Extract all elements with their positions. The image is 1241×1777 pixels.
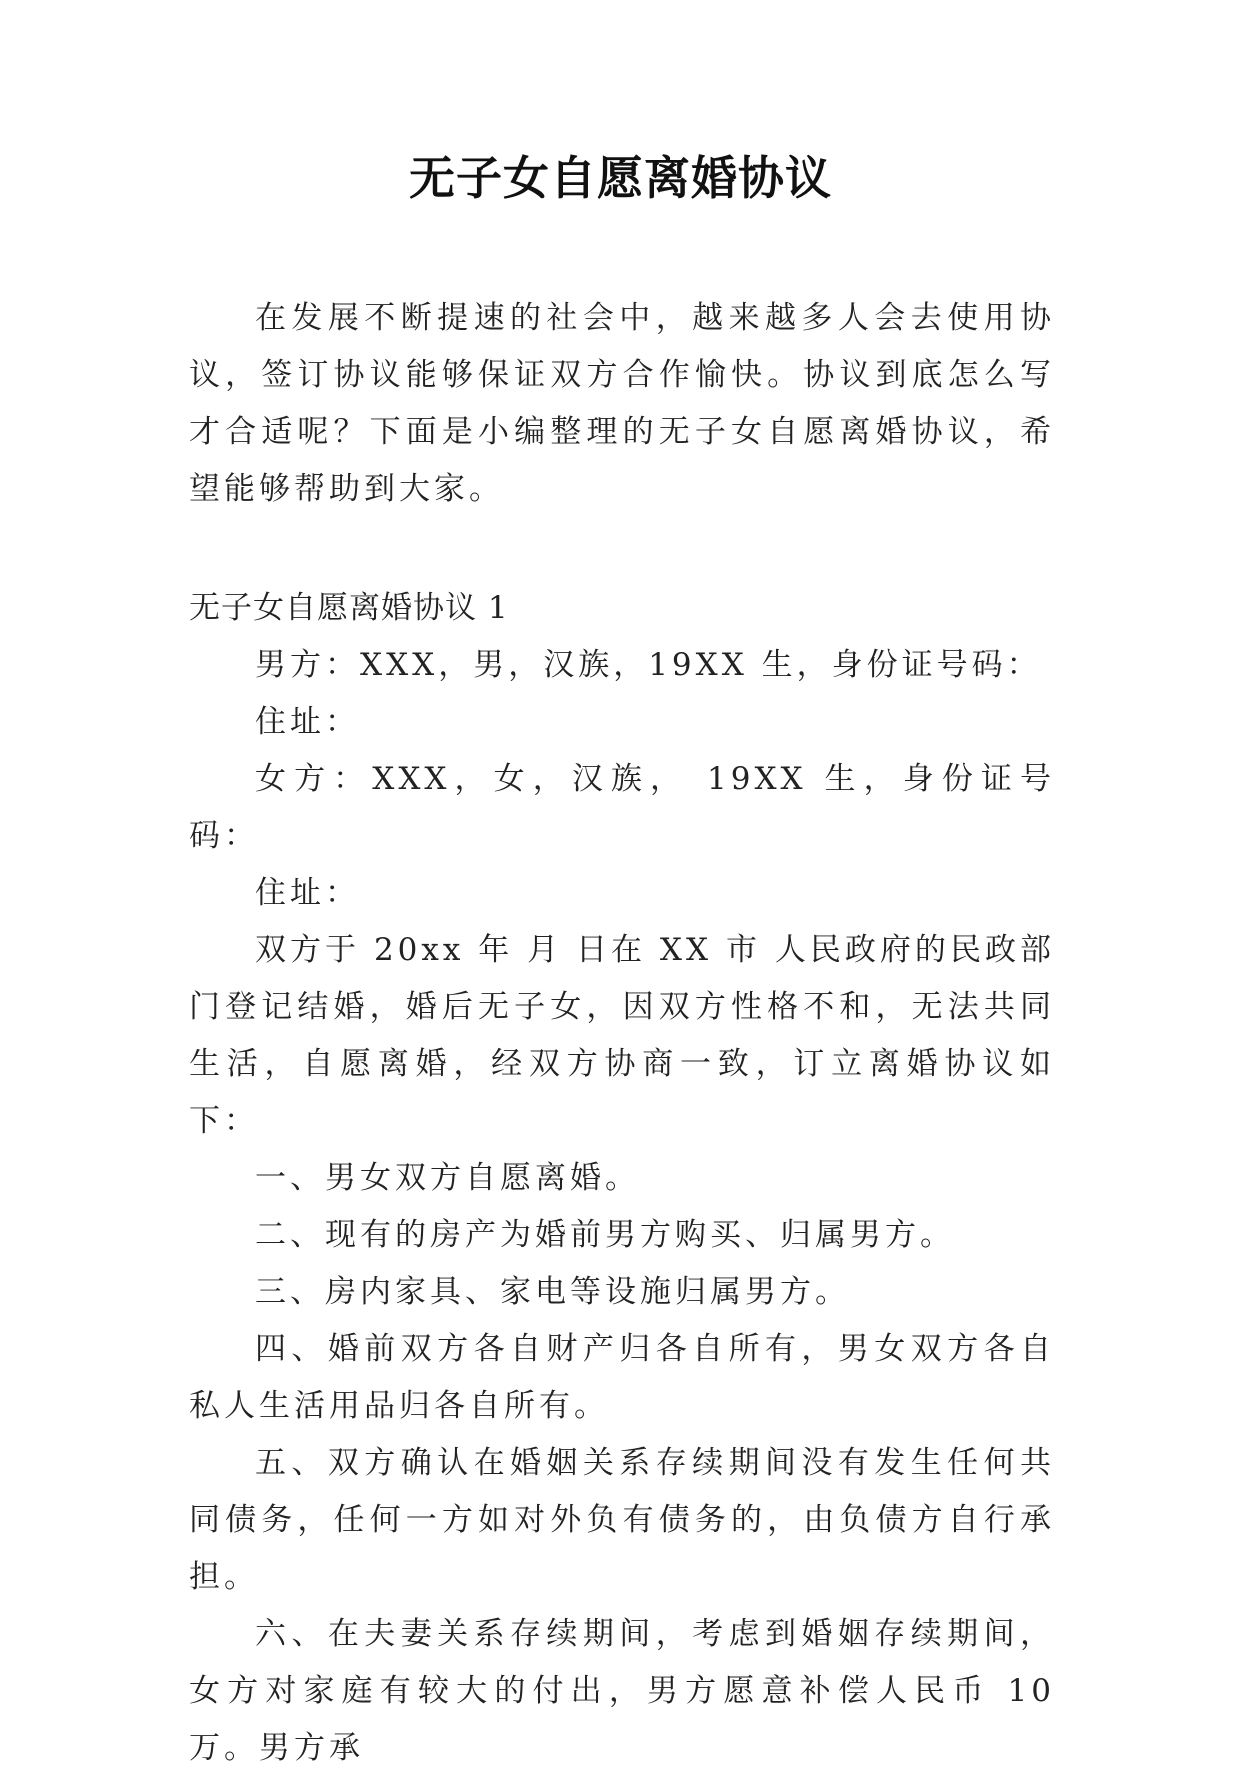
clause-2: 二、现有的房产为婚前男方购买、归属男方。 (255, 1217, 955, 1253)
address-female: 住址： (255, 875, 360, 911)
clause-6: 六、在夫妻关系存续期间，考虑到婚姻存续期间，女方对家庭有较大的付出，男方愿意补偿人民币 10 万。男方承 (189, 1616, 1055, 1766)
party-female: 女方：XXX，女，汉族， 19XX 生，身份证号码： (189, 761, 1055, 854)
section-heading: 无子女自愿离婚协议 1 (189, 590, 509, 626)
intro-paragraph: 在发展不断提速的社会中，越来越多人会去使用协议，签订协议能够保证双方合作愉快。协议到底怎么写才合适呢？下面是小编整理的无子女自愿离婚协议，希望能够帮助到大家。 (189, 300, 1055, 507)
clause-4: 四、婚前双方各自财产归各自所有，男女双方各自私人生活用品归各自所有。 (189, 1331, 1055, 1424)
clause-1: 一、男女双方自愿离婚。 (255, 1160, 640, 1196)
intro-section (189, 290, 1055, 518)
marriage-statement: 双方于 20xx 年 月 日在 XX 市 人民政府的民政部门登记结婚，婚后无子女，因双方性格不和，无法共同生活，自愿离婚，经双方协商一致，订立离婚协议如下： (189, 932, 1055, 1139)
clause-3: 三、房内家具、家电等设施归属男方。 (255, 1274, 850, 1310)
agreement-section (189, 580, 1055, 1777)
clause-5: 五、双方确认在婚姻关系存续期间没有发生任何共同债务，任何一方如对外负有债务的，由负债方自行承担。 (189, 1445, 1055, 1595)
party-male: 男方：XXX，男，汉族，19XX 生，身份证号码： (255, 647, 1042, 683)
address-male: 住址： (255, 704, 360, 740)
document-title: 无子女自愿离婚协议 (409, 151, 832, 205)
